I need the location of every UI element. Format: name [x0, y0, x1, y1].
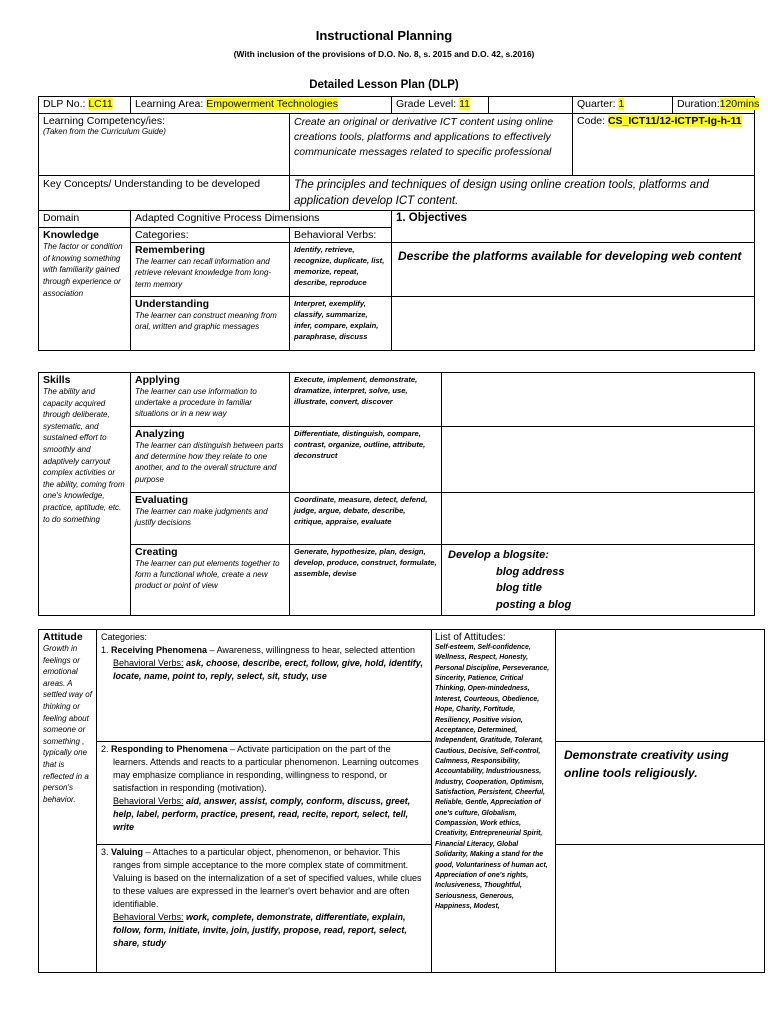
attitudes-list-label: List of Attitudes:: [435, 632, 506, 643]
analyzing-verbs: Differentiate, distinguish, compare, contrast, organize, outline, attribute, deconstruct: [290, 427, 442, 493]
applying-verbs: Execute, implement, demonstrate, dramatize, interpret, solve, use, illustrate, convert, discover: [290, 373, 442, 427]
evaluating-objective: [442, 493, 755, 545]
cat3-number: 3.: [101, 847, 109, 857]
dlp-no-cell: [39, 97, 131, 114]
grade-level-label: Grade Level:: [396, 98, 457, 110]
dlp-info-table: [38, 96, 760, 351]
categories-header: Categories:: [131, 228, 290, 243]
blogsite-heading: Develop a blogsite:: [448, 549, 549, 561]
learning-area-value: Empowerment Technologies: [206, 98, 338, 110]
cat1-verbs-label: Behavioral Verbs:: [113, 658, 184, 669]
dlp-title: Detailed Lesson Plan (DLP): [309, 79, 459, 91]
adapted-header: Adapted Cognitive Process Dimensions: [131, 211, 392, 228]
competency-note: (Taken from the Curriculum Guide): [43, 127, 166, 136]
analyzing-objective: [442, 427, 755, 493]
competency-label: Learning Competency/ies:: [43, 115, 165, 127]
attitude-desc: Growth in feelings or emotional areas. A settled way of thinking or feeling about someone or something , typically one that is reflected in a person's behavior.: [43, 644, 92, 804]
receiving-phenomena-title: Receiving Phenomena: [111, 645, 208, 656]
understanding-verbs: Interpret, exemplify, classify, summarize, infer, compare, explain, paraphrase, discuss: [290, 297, 392, 351]
evaluating-verbs: Coordinate, measure, detect, defend, judge, argue, debate, describe, critique, appraise, evaluate: [290, 493, 442, 545]
quarter-cell: [573, 97, 673, 114]
knowledge-objective: Describe the platforms available for developing web content: [392, 243, 755, 297]
skills-title: Skills: [43, 374, 71, 386]
cat1-number: 1.: [101, 645, 109, 656]
grade-level-value: 11: [459, 98, 470, 110]
understanding-desc: The learner can construct meaning from oral, written and graphic messages: [135, 311, 277, 332]
learning-area-label: Learning Area:: [135, 98, 204, 110]
responding-phenomena-text: – Activate participation on the part of the learners. Attends and reacts to a particular phenomenon. Learning outcomes may emphasize compliance in responding, willingness to respond, or satisfaction in responding (motivation).: [113, 744, 419, 794]
cat3-verbs-label: Behavioral Verbs:: [113, 912, 184, 923]
quarter-value: 1: [618, 98, 625, 110]
applying-desc: The learner can use information to undertake a procedure in familiar situations or in a new way: [135, 387, 257, 419]
creating-title: Creating: [135, 546, 178, 558]
responding-phenomena-cell: [97, 742, 432, 845]
key-concepts-text: The principles and techniques of design using online creation tools, platforms and application develop ICT content.: [290, 176, 755, 211]
blog-title-item: blog title: [496, 582, 542, 594]
attitude-domain: [39, 630, 97, 973]
duration-label: Duration:: [677, 98, 720, 110]
remembering-cell: [131, 243, 290, 297]
verbs-header: Behavioral Verbs:: [290, 228, 392, 243]
creating-desc: The learner can put elements together to form a functional whole, create a new product or point of view: [135, 559, 280, 591]
valuing-text: – Attaches to a particular object, phenomenon, or behavior. This ranges from simple acceptance to the more complex state of commitment. Valuing is based on the internalization of a set of specified values, while clues to these values are expressed in the learner's overt behavior and are often identifiable.: [113, 847, 422, 910]
cat3-verbs: work, complete, demonstrate, differentiate, explain, follow, form, initiate, invite, join, justify, propose, read, report, select, share, study: [113, 912, 407, 949]
valuing-cell: [97, 845, 432, 973]
objectives-header: 1. Objectives: [392, 211, 755, 243]
competency-text: Create an original or derivative ICT content using online creations tools, platforms and applications to effectively communicate messages related to specific professional: [290, 114, 573, 176]
remembering-desc: The learner can recall information and retrieve relevant knowledge from long-term memory: [135, 257, 272, 289]
code-cell: [573, 114, 755, 176]
knowledge-title: Knowledge: [43, 229, 100, 242]
applying-objective: [442, 373, 755, 427]
analyzing-desc: The learner can distinguish between parts and determine how they relate to one another, and to the overall structure and purpose: [135, 441, 284, 484]
page-subtitle: (With inclusion of the provisions of D.O. No. 8, s. 2015 and D.O. 42, s.2016): [233, 49, 535, 59]
attitudes-list: Self-esteem, Self-confidence, Wellness, Respect, Honesty, Personal Discipline, Perseverance, Sincerity, Patience, Critical Thinking, Open-mindedness, Interest, Courteous, Obedience, Hope, Charity, Fortitude, Resiliency, Positive vision, Acceptance, Determined, Independent, Gratitude, Tolerant, Cautious, Decisive, Self-control, Calmness, Responsibility, Accountability, Industriousness, Industry, Cooperation, Optimism, Satisfaction, Persistent, Cheerful, Reliable, Gentle, Appreciation of one's culture, Globalism, Compassion, Work ethics, Creativity, Entrepreneurial Spirit, Financial Literacy, Global Solidarity, Making a stand for the good, Voluntariness of human act, Appreciation of one's rights, Inclusiveness, Thoughtful, Seriousness, Generous, Happiness, Modest,: [435, 644, 550, 910]
valuing-title: Valuing: [111, 847, 144, 857]
evaluating-cell: [131, 493, 290, 545]
quarter-label: Quarter:: [577, 98, 616, 110]
attitude-table: [38, 629, 765, 973]
responding-phenomena-title: Responding to Phenomena: [111, 744, 228, 754]
knowledge-domain: [39, 228, 131, 351]
creating-cell: [131, 545, 290, 616]
posting-blog-item: posting a blog: [496, 598, 572, 611]
blog-address-item: blog address: [496, 565, 565, 578]
evaluating-title: Evaluating: [135, 494, 189, 506]
receiving-phenomena-text: – Awareness, willingness to hear, selected attention: [207, 645, 416, 656]
duration-value: 120mins: [719, 98, 760, 110]
attitude-objective-top: [556, 630, 765, 742]
code-label: Code:: [577, 115, 606, 127]
dlp-no-label: DLP No.:: [43, 98, 86, 110]
attitude-title: Attitude: [43, 631, 83, 643]
remembering-title: Remembering: [135, 244, 206, 257]
analyzing-cell: [131, 427, 290, 493]
code-value: CS_ICT11/12-ICTPT-Ig-h-11: [607, 115, 742, 127]
grade-level-cell: [392, 97, 489, 114]
analyzing-title: Analyzing: [135, 428, 185, 440]
page-title: Instructional Planning: [315, 28, 453, 43]
skills-objective: [442, 545, 755, 616]
dlp-no-value: LC11: [88, 98, 113, 110]
duration-cell: [673, 97, 760, 114]
understanding-objective: [392, 297, 755, 351]
receiving-phenomena-cell: [97, 630, 432, 742]
attitude-objective: Demonstrate creativity using online tools religiously.: [556, 742, 765, 845]
knowledge-desc: The factor or condition of knowing something with familiarity gained through experience or association: [43, 242, 123, 298]
skills-desc: The ability and capacity acquired through deliberate, systematic, and sustained effort to smoothly and adaptively carryout complex activities or the ability, coming from one's knowledge, practice, aptitude, etc. to do something: [43, 387, 125, 524]
attitude-categories-label: Categories:: [101, 632, 148, 642]
cat2-verbs: aid, answer, assist, comply, conform, discuss, greet, help, label, perform, practice, present, read, recite, report, select, tell, write: [113, 796, 411, 833]
skills-table: [38, 372, 755, 616]
key-concepts-label: Key Concepts/ Understanding to be developed: [39, 176, 290, 211]
domain-header: Domain: [39, 211, 131, 228]
creating-verbs: Generate, hypothesize, plan, design, develop, produce, construct, formulate, assemble, devise: [290, 545, 442, 616]
evaluating-desc: The learner can make judgments and justify decisions: [135, 507, 268, 528]
learning-area-cell: [131, 97, 392, 114]
cat1-verbs: ask, choose, describe, erect, follow, give, hold, identify, locate, name, point to, reply, select, sit, study, use: [113, 658, 423, 682]
cat2-number: 2.: [101, 744, 109, 754]
competency-label-cell: [39, 114, 290, 176]
understanding-title: Understanding: [135, 298, 210, 311]
understanding-cell: [131, 297, 290, 351]
attitudes-list-cell: [432, 630, 556, 973]
applying-title: Applying: [135, 374, 180, 386]
applying-cell: [131, 373, 290, 427]
remembering-verbs: Identify, retrieve, recognize, duplicate, list, memorize, repeat, describe, reproduce: [290, 243, 392, 297]
skills-domain: [39, 373, 131, 616]
attitude-objective-bottom: [556, 845, 765, 973]
cat2-verbs-label: Behavioral Verbs:: [113, 796, 184, 807]
